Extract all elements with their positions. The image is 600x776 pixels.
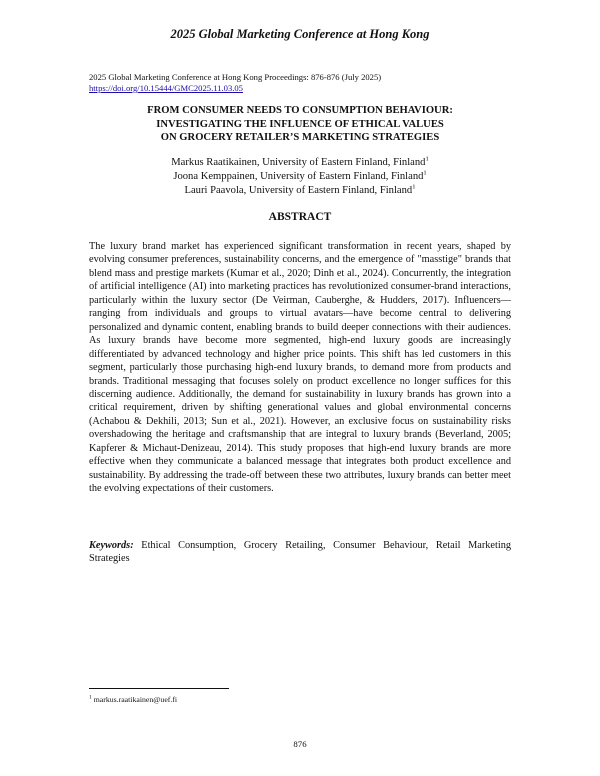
footnote-mark: 1 (89, 694, 92, 701)
author-affiliation-mark: 1 (423, 169, 427, 177)
proceedings-citation: 2025 Global Marketing Conference at Hong Kong Proceedings: 876-876 (July 2025) (89, 72, 382, 82)
abstract-body: The luxury brand market has experienced significant transformation in recent years, shaped by evolving consumer preferences, sustainability concerns, and the emergence of "masstige" brands that blend mass and prestige markets (Kumar et al., 2020; Dinh et al., 2024). Concurrently, the integration of artificial intelligence (AI) into marketing practices has revolutionized consumer-brand interactions, particularly within the luxury sector (De Veirman, Cauberghe, & Hudders, 2017). Influencers—ranging from individuals and groups to virtual avatars—have become central to delivering personalized and dynamic content, enabling brands to build deeper connections with their audiences. As luxury brands have become more segmented, high-end luxury goods are increasingly differentiated by advanced technology and higher price points. This shift has led customers in this segment, particularly those purchasing high-end luxury brands, to demand more from products and brands. Traditional messaging that focuses solely on product excellence no longer suffices for this discerning audience. Additionally, the demand for sustainability in luxury brands has grown into a critical requirement, driven by shifting generational values and global environmental concerns (Achabou & Dekhili, 2013; Sun et al., 2021). However, an exclusive focus on sustainability risks overshadowing the heritage and craftsmanship that are integral to luxury brands (Beverland, 2005; Kapferer & Michaut-Denizeau, 2014). This study proposes that high-end luxury brands are more effective when they communicate a balanced message that integrates both product excellence and sustainability. By addressing the trade-off between these two attributes, luxury brands can better meet the evolving expectations of their customers. (89, 241, 511, 495)
footnote-email: markus.raatikainen@uef.fi (93, 695, 178, 704)
abstract-heading: ABSTRACT (268, 211, 332, 223)
author-affiliation-mark: 1 (412, 183, 416, 191)
footnote (89, 695, 177, 705)
paper-title (60, 104, 540, 145)
author-list (60, 156, 540, 199)
keywords (89, 539, 511, 566)
keywords-label: Keywords: (89, 540, 134, 551)
conference-header: 2025 Global Marketing Conference at Hong Kong (170, 27, 430, 41)
title-line: FROM CONSUMER NEEDS TO CONSUMPTION BEHAVIOUR: (147, 105, 453, 116)
author-line (60, 184, 540, 198)
author-line (60, 156, 540, 170)
author-name: Markus Raatikainen, University of Eastern Finland, Finland (171, 157, 426, 168)
title-line: ON GROCERY RETAILER’S MARKETING STRATEGIES (160, 132, 440, 144)
author-name: Joona Kemppainen, University of Eastern Finland, Finland (173, 171, 424, 183)
author-name: Lauri Paavola, University of Eastern Finland, Finland (184, 185, 413, 197)
title-line: INVESTIGATING THE INFLUENCE OF ETHICAL VALUES (156, 118, 444, 130)
footnote-divider (89, 688, 229, 689)
proceedings-info (89, 72, 381, 94)
page-number: 876 (293, 739, 307, 749)
author-line (60, 170, 540, 184)
doi-link[interactable]: https://doi.org/10.15444/GMC2025.11.03.05 (89, 83, 243, 93)
keywords-text: Ethical Consumption, Grocery Retailing, Consumer Behaviour, Retail Marketing Strategies (89, 540, 511, 565)
author-affiliation-mark: 1 (425, 155, 429, 163)
